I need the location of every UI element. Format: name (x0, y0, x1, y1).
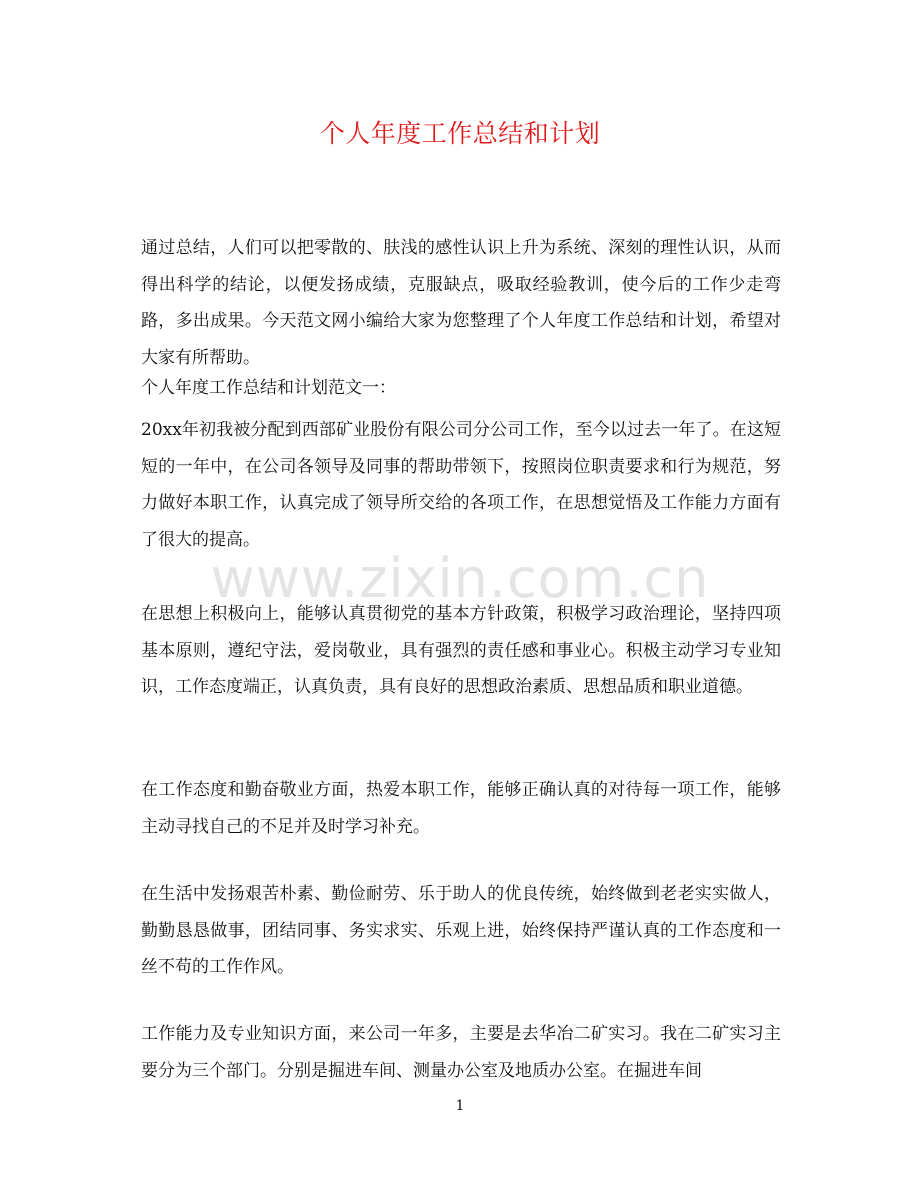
watermark: www.zixin.com.cn (210, 547, 710, 610)
paragraph-life: 在生活中发扬艰苦朴素、勤俭耐劳、乐于助人的优良传统，始终做到老老实实做人，勤勤恳恳做事，团结同事、务实求实、乐观上进，始终保持严谨认真的工作态度和一丝不苟的工作作风。 (141, 884, 781, 977)
paragraph-work-attitude: 在工作态度和勤奋敬业方面，热爱本职工作，能够正确认真的对待每一项工作，能够主动寻找自己的不足并及时学习补充。 (141, 780, 781, 837)
document-title: 个人年度工作总结和计划 (319, 119, 601, 148)
page-number: 1 (455, 1098, 465, 1114)
paragraph-ideology: 在思想上积极向上，能够认真贯彻党的基本方针政策，积极学习政治理论，坚持四项基本原则，遵纪守法，爱岗敬业，具有强烈的责任感和事业心。积极主动学习专业知识，工作态度端正，认真负责，具有良好的思想政治素质、思想品质和职业道德。 (141, 604, 781, 697)
sample-heading: 个人年度工作总结和计划范文一： (141, 378, 396, 398)
intro-paragraph: 通过总结，人们可以把零散的、肤浅的感性认识上升为系统、深刻的理性认识，从而得出科学的结论，以便发扬成绩，克服缺点，吸取经验教训，使今后的工作少走弯路，多出成果。今天范文网小编给大家为您整理了个人年度工作总结和计划，希望对大家有所帮助。 (141, 238, 781, 368)
paragraph-assignment: 20xx年初我被分配到西部矿业股份有限公司分公司工作，至今以过去一年了。在这短短的一年中，在公司各领导及同事的帮助带领下，按照岗位职责要求和行为规范，努力做好本职工作，认真完成了领导所交给的各项工作，在思想觉悟及工作能力方面有了很大的提高。 (141, 420, 781, 550)
paragraph-ability: 工作能力及专业知识方面，来公司一年多，主要是去华冶二矿实习。我在二矿实习主要分为三个部门。分别是掘进车间、测量办公室及地质办公室。在掘进车间 (141, 1024, 781, 1081)
